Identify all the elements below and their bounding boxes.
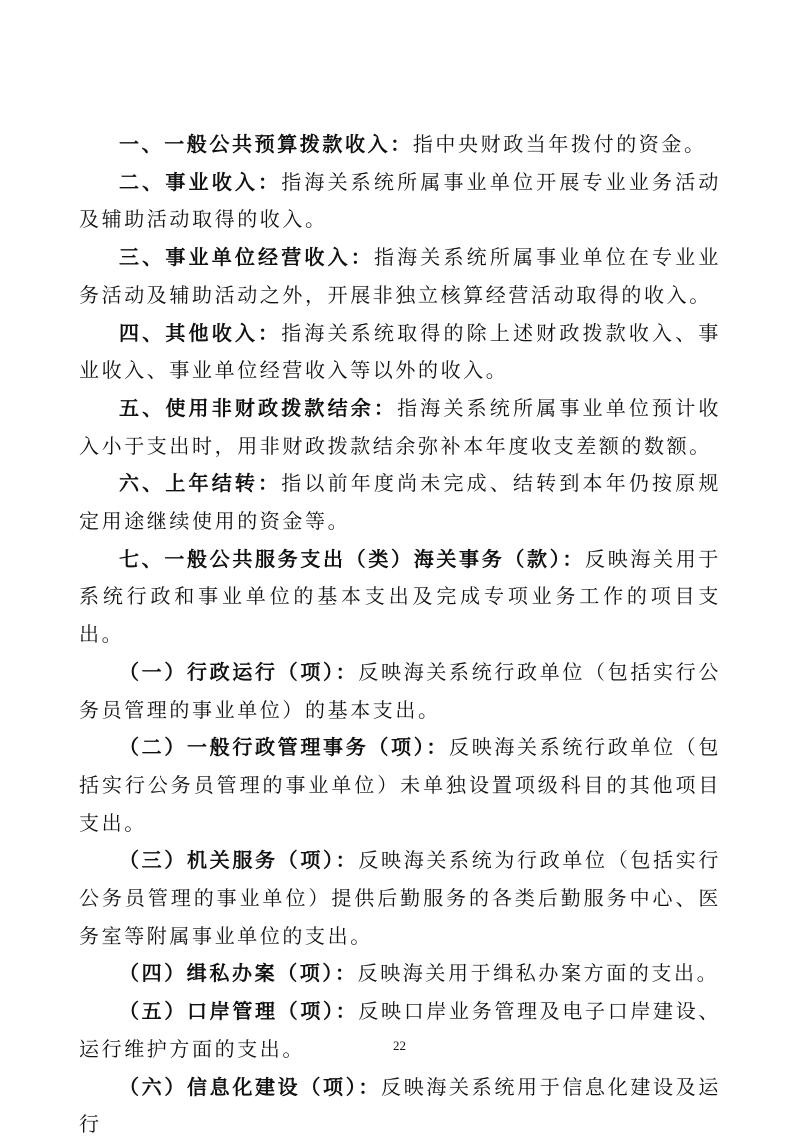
definition-text: 指海关系统所属事业单位开展专业业务活动及辅助活动取得的收入。 bbox=[79, 169, 721, 232]
term-label: （二）一般行政管理事务（项）： bbox=[119, 735, 450, 760]
definition-text: 反映海关用于缉私办案方面的支出。 bbox=[357, 961, 720, 986]
paragraph-general-admin-affairs bbox=[79, 729, 721, 842]
paragraph-business-income bbox=[79, 164, 721, 239]
term-label: （四）缉私办案（项）： bbox=[119, 961, 358, 986]
term-label: 二、事业收入： bbox=[119, 169, 282, 194]
paragraph-anti-smuggling bbox=[79, 955, 721, 993]
term-label: （三）机关服务（项）： bbox=[119, 848, 359, 873]
paragraph-port-management bbox=[79, 993, 721, 1068]
definition-text: 反映口岸业务管理及电子口岸建设、运行维护方面的支出。 bbox=[79, 999, 721, 1061]
definition-text: 指海关系统取得的除上述财政拨款收入、事业收入、事业单位经营收入等以外的收入。 bbox=[79, 320, 721, 383]
paragraph-general-budget-appropriation bbox=[79, 126, 721, 164]
term-label: 六、上年结转： bbox=[119, 471, 282, 496]
term-label: （五）口岸管理（项）： bbox=[119, 999, 359, 1024]
paragraph-administrative-operation bbox=[79, 654, 721, 729]
definition-text: 反映海关用于系统行政和事业单位的基本支出及完成专项业务工作的项目支出。 bbox=[79, 546, 721, 647]
paragraph-prior-year-carryover bbox=[79, 465, 721, 540]
definition-text: 指以前年度尚未完成、结转到本年仍按原规定用途继续使用的资金等。 bbox=[79, 471, 721, 534]
paragraph-informatization bbox=[79, 1069, 721, 1144]
paragraph-non-fiscal-balance bbox=[79, 390, 721, 465]
definition-text: 指海关系统所属事业单位预计收入小于支出时，用非财政拨款结余弥补本年度收支差额的数额。 bbox=[79, 395, 721, 458]
paragraph-operating-income bbox=[79, 239, 721, 314]
term-label: （一）行政运行（项）： bbox=[119, 659, 359, 684]
term-label: （六）信息化建设（项）： bbox=[119, 1074, 382, 1099]
paragraph-other-income bbox=[79, 315, 721, 390]
definition-text: 指海关系统所属事业单位在专业业务活动及辅助活动之外，开展非独立核算经营活动取得的收入。 bbox=[79, 245, 721, 307]
definition-text: 反映海关系统为行政单位（包括实行公务员管理的事业单位）提供后勤服务的各类后勤服务中心、医务室等附属事业单位的支出。 bbox=[79, 848, 721, 948]
term-label: 七、一般公共服务支出（类）海关事务（款）： bbox=[119, 546, 586, 571]
definition-text: 反映海关系统行政单位（包括实行公务员管理的事业单位）未单独设置项级科目的其他项目支出。 bbox=[79, 735, 722, 835]
term-label: 五、使用非财政拨款结余： bbox=[119, 395, 398, 420]
paragraph-agency-services bbox=[79, 842, 721, 955]
paragraph-customs-affairs-expenditure bbox=[79, 541, 721, 654]
term-label: 一、一般公共预算拨款收入： bbox=[119, 132, 413, 156]
definition-text: 指中央财政当年拨付的资金。 bbox=[412, 132, 707, 156]
term-label: 四、其他收入： bbox=[119, 320, 282, 345]
definition-text: 反映海关系统行政单位（包括实行公务员管理的事业单位）的基本支出。 bbox=[79, 659, 721, 722]
term-label: 三、事业单位经营收入： bbox=[119, 245, 374, 270]
definition-text: 反映海关系统用于信息化建设及运行 bbox=[79, 1074, 721, 1137]
body-text bbox=[79, 126, 721, 1144]
page-number: 22 bbox=[393, 1038, 406, 1053]
